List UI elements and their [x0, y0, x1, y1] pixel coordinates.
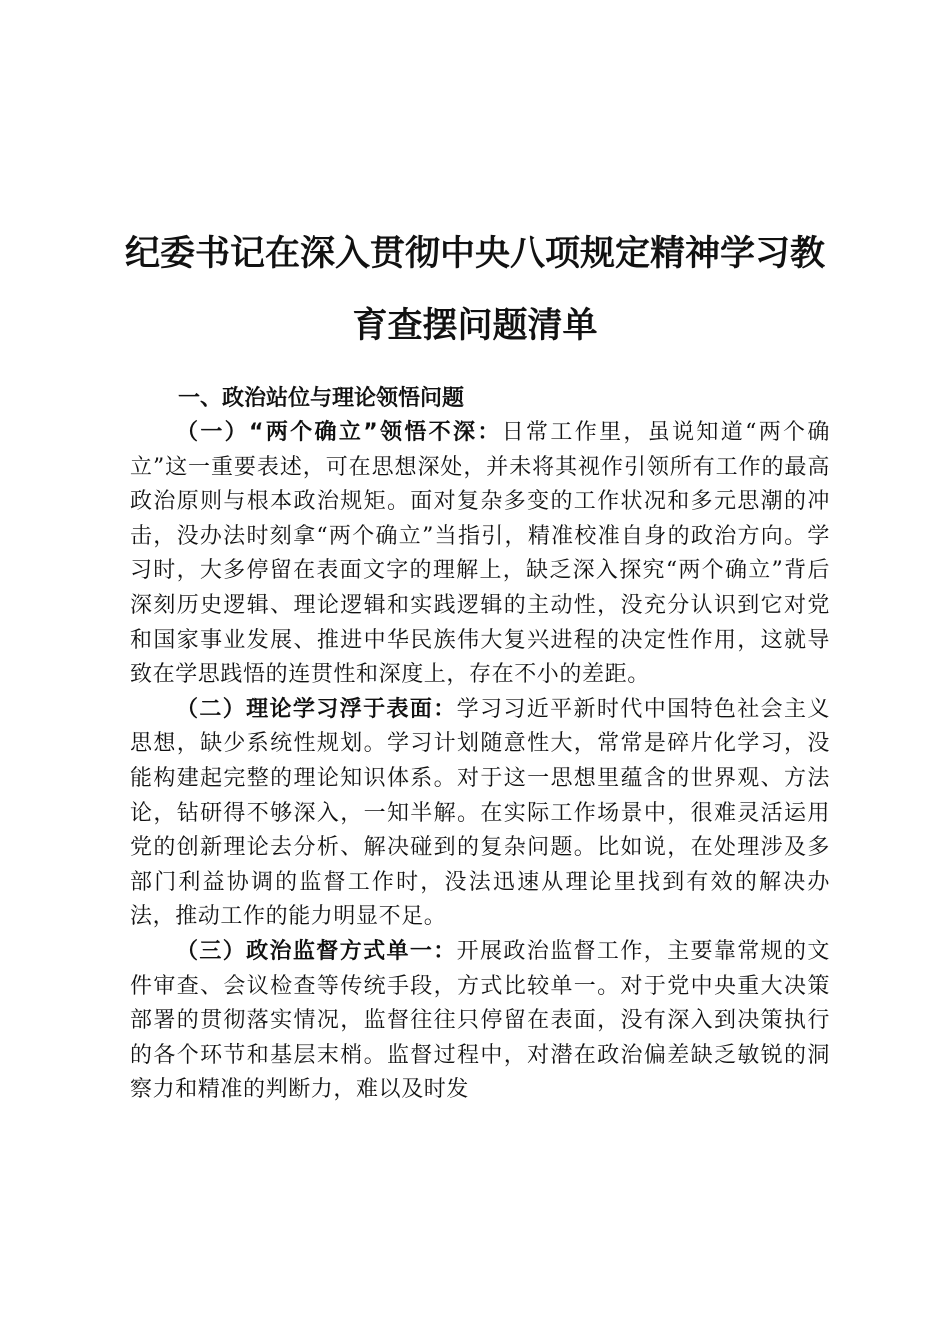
document-title [110, 218, 840, 362]
paragraph-2 [130, 693, 830, 935]
paragraph-lead: （三）政治监督方式单一： [176, 938, 457, 964]
paragraph-1 [130, 416, 830, 693]
title-line-1: 纪委书记在深入贯彻中央八项规定精神学习教 [124, 233, 825, 274]
title-line-2: 育查摆问题清单 [352, 305, 598, 346]
paragraph-lead: （二）理论学习浮于表面： [176, 696, 457, 722]
paragraph-lead: （一）“两个确立”领悟不深： [176, 420, 502, 445]
document-body [130, 382, 830, 1108]
paragraph-text: 学习习近平新时代中国特色社会主义思想，缺少系统性规划。学习计划随意性大，常常是碎片化学习，没能构建起完整的理论知识体系。对于这一思想里蕴含的世界观、方法论，钻研得不够深入，一知半解。在实际工作场景中，很难灵活运用党的创新理论去分析、解决碰到的复杂问题。比如说，在处理涉及多部门利益协调的监督工作时，没法迅速从理论里找到有效的解决办法，推动工作的能力明显不足。 [130, 696, 830, 930]
section-heading: 一、政治站位与理论领悟问题 [178, 386, 465, 411]
paragraph-text: 日常工作里，虽说知道“两个确立”这一重要表述，可在思想深处，并未将其视作引领所有工作的最高政治原则与根本政治规矩。面对复杂多变的工作状况和多元思潮的冲击，没办法时刻拿“两个确立”当指引，精准校准自身的政治方向。学习时，大多停留在表面文字的理解上，缺乏深入探究“两个确立”背后深刻历史逻辑、理论逻辑和实践逻辑的主动性，没充分认识到它对党和国家事业发展、推进中华民族伟大复兴进程的决定性作用，这就导致在学思践悟的连贯性和深度上，存在不小的差距。 [130, 420, 830, 688]
paragraph-3 [130, 935, 830, 1108]
paragraph-text: 开展政治监督工作，主要靠常规的文件审查、会议检查等传统手段，方式比较单一。对于党中央重大决策部署的贯彻落实情况，监督往往只停留在表面，没有深入到决策执行的各个环节和基层末梢。监督过程中，对潜在政治偏差缺乏敏锐的洞察力和精准的判断力，难以及时发 [130, 938, 830, 1103]
